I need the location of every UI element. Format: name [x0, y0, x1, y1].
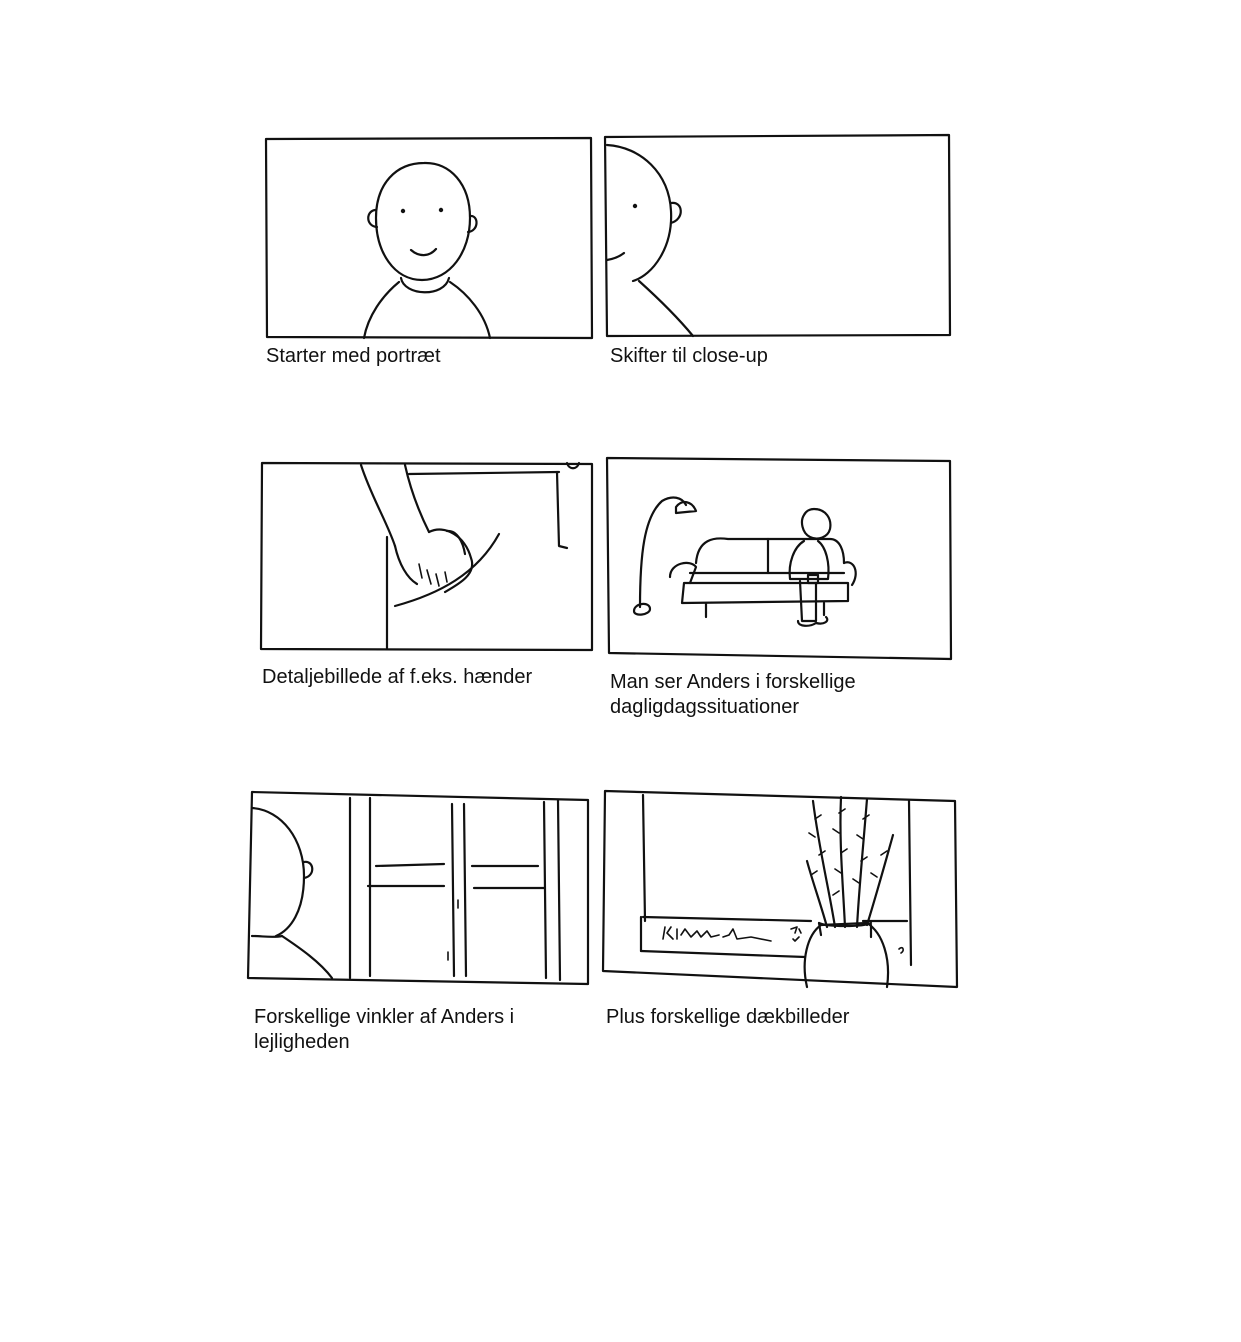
branch-1 [813, 801, 835, 927]
person-head [802, 509, 830, 539]
eye [633, 204, 637, 208]
angles-apartment-sketch [246, 790, 592, 986]
table-top-edge [409, 472, 559, 474]
sofa-backrest [696, 538, 844, 563]
caption-cover-shots: Plus forskellige dækbilleder [606, 1006, 850, 1028]
door-frame-right-inner [544, 802, 546, 978]
right-shoulder [450, 282, 490, 338]
head-outline-cropped [607, 145, 671, 281]
shoulder-line [282, 936, 332, 978]
door-frame-right [558, 800, 560, 980]
storyboard-panel-portrait [264, 136, 594, 340]
finger-4 [445, 572, 447, 582]
finger-1 [419, 564, 422, 578]
head-outline-cropped [252, 808, 304, 936]
half-smile [607, 253, 624, 260]
left-shoulder [364, 282, 399, 338]
caption-angles-apartment: Forskellige vinkler af Anders i lejligheden [254, 1006, 515, 1053]
corner-mark [899, 948, 903, 953]
caption-daily-situations: Man ser Anders i forskellige dagligdagssituationer [610, 671, 856, 718]
smile [411, 249, 436, 255]
table-leg-right [557, 472, 567, 548]
panel-border [605, 135, 950, 336]
sofa-arm-right [844, 562, 856, 585]
arm-lower [405, 465, 429, 532]
cover-shots-sketch [601, 789, 961, 991]
sofa-seat [682, 583, 848, 603]
daily-situations-sketch [604, 455, 954, 662]
collar [252, 936, 282, 937]
storyboard-panel-cover-shots [601, 789, 961, 991]
storyboard-panel-daily-situations [604, 455, 954, 662]
window-frame-right [909, 801, 911, 965]
door-rail-upper-left [376, 864, 444, 866]
thumb [395, 546, 417, 584]
window-sill-bottom [641, 951, 805, 957]
ear [304, 862, 312, 878]
detail-hands-sketch [259, 460, 595, 653]
portrait-sketch [264, 136, 594, 340]
hand-knuckle [447, 531, 465, 554]
panel-border [261, 463, 592, 650]
window-sill-top [643, 917, 811, 921]
finger-2 [427, 570, 431, 584]
panel-border [607, 458, 951, 659]
scribble-text [663, 927, 771, 941]
lamp-arm [640, 498, 686, 607]
storyboard-panel-close-up [603, 133, 953, 339]
head-outline [376, 163, 470, 280]
panel-border [603, 791, 957, 987]
object-curve [395, 534, 499, 606]
left-eye [401, 209, 405, 213]
storyboard-panel-detail-hands [259, 460, 595, 653]
panel-border [266, 138, 592, 338]
door-center-left [452, 804, 454, 976]
branch-4 [867, 835, 893, 925]
close-up-sketch [603, 133, 953, 339]
storyboard-panel-angles-apartment [246, 790, 592, 986]
lamp-base [634, 604, 650, 615]
finger-3 [436, 574, 439, 586]
arm-upper [361, 465, 395, 546]
caption-detail-hands: Detaljebillede af f.eks. hænder [262, 666, 533, 688]
caption-close-up: Skifter til close-up [610, 345, 768, 367]
right-ear [671, 203, 681, 223]
door-center-right [464, 804, 466, 976]
scribble-digits [791, 927, 801, 941]
caption-portrait: Starter med portræt [266, 345, 441, 367]
shoulder-line [639, 281, 693, 336]
vase-body [805, 923, 888, 987]
right-eye [439, 208, 443, 212]
branch-2 [840, 797, 845, 927]
window-frame-left [643, 795, 645, 921]
